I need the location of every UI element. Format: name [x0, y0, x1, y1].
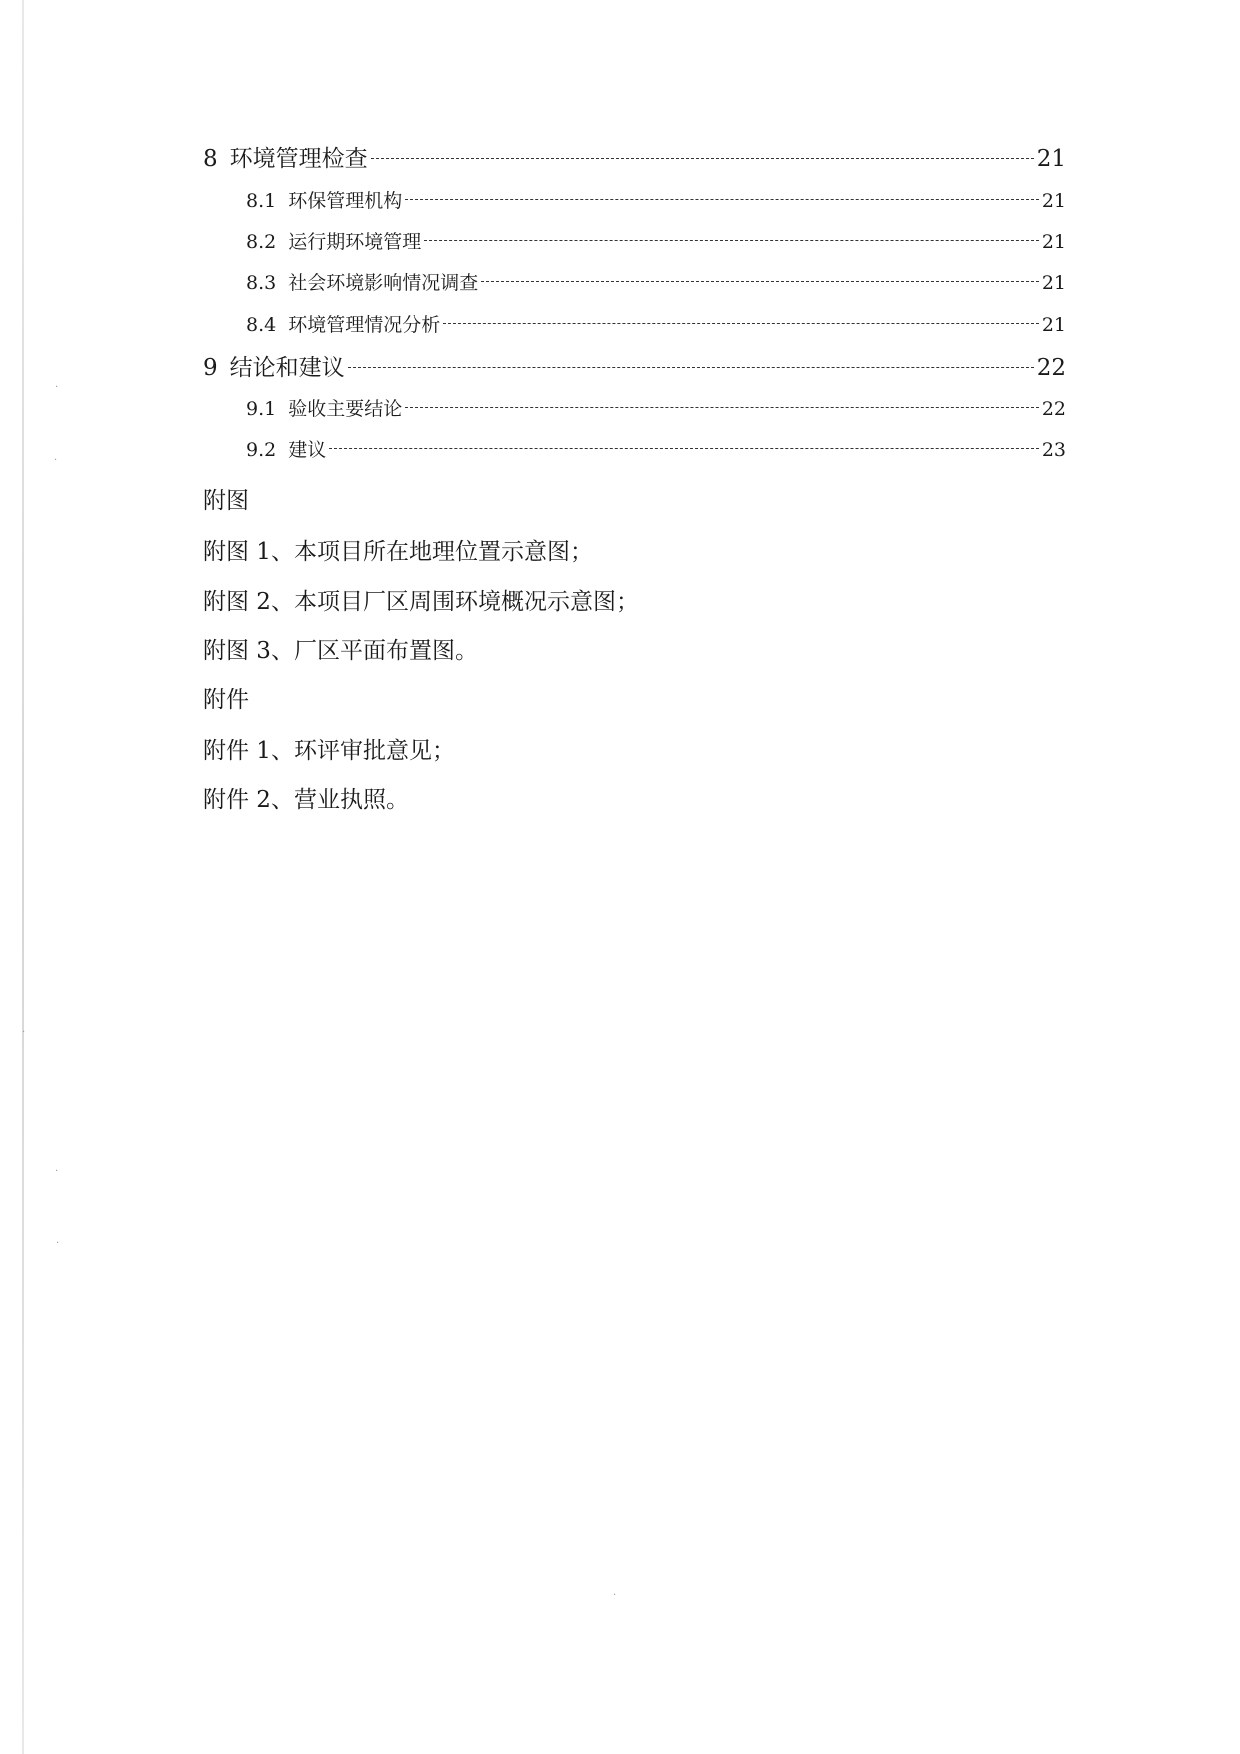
toc-title: 环境管理检查 — [229, 146, 368, 172]
scan-speck: · — [613, 1590, 617, 1601]
toc-page-number: 22 — [1036, 355, 1066, 381]
toc-title: 运行期环境管理 — [288, 231, 422, 253]
toc-page-number: 22 — [1041, 398, 1066, 420]
toc-number: 8.1 — [246, 190, 277, 212]
scan-speck: · — [56, 1238, 60, 1249]
toc-leader — [424, 240, 1039, 241]
toc-entry-8-3[interactable] — [246, 268, 1066, 295]
toc-title: 环境管理情况分析 — [288, 314, 441, 336]
toc-title: 验收主要结论 — [288, 398, 403, 420]
toc-page-number: 21 — [1041, 190, 1066, 212]
scan-speck: · — [22, 1027, 26, 1038]
toc-entry-8-4[interactable] — [246, 310, 1066, 337]
toc-title: 社会环境影响情况调查 — [288, 272, 479, 294]
toc-number: 9.1 — [246, 398, 277, 420]
attachment-item-2: 附件 2、营业执照。 — [203, 787, 409, 813]
scan-speck: · — [55, 382, 59, 393]
toc-leader — [443, 323, 1039, 324]
toc-page-number: 21 — [1041, 231, 1066, 253]
toc-entry-9-1[interactable] — [246, 394, 1066, 421]
toc-leader — [405, 407, 1039, 408]
toc-page-number: 21 — [1036, 146, 1066, 172]
toc-number: 9.2 — [246, 439, 277, 461]
toc-title: 环保管理机构 — [288, 190, 403, 212]
toc-entry-9-2[interactable] — [246, 435, 1066, 462]
toc-leader — [405, 199, 1039, 200]
toc-entry-9[interactable] — [203, 349, 1066, 382]
toc-page-number: 21 — [1041, 314, 1066, 336]
toc-entry-8[interactable] — [203, 140, 1066, 173]
toc-number: 8.4 — [246, 314, 277, 336]
toc-leader — [329, 448, 1039, 449]
toc-title: 结论和建议 — [229, 355, 345, 381]
toc-leader — [371, 158, 1034, 159]
figure-item-2: 附图 2、本项目厂区周围环境概况示意图； — [203, 589, 639, 615]
attachment-item-1: 附件 1、环评审批意见； — [203, 738, 455, 764]
toc-page-number: 21 — [1041, 272, 1066, 294]
figure-item-1: 附图 1、本项目所在地理位置示意图； — [203, 539, 593, 565]
toc-number: 8.3 — [246, 272, 277, 294]
toc-entry-8-2[interactable] — [246, 227, 1066, 254]
toc-entry-8-1[interactable] — [246, 186, 1066, 213]
toc-number: 8 — [203, 146, 218, 172]
toc-number: 9 — [203, 355, 218, 381]
scan-speck: · — [55, 1166, 59, 1177]
figure-item-3: 附图 3、厂区平面布置图。 — [203, 638, 478, 664]
scan-speck: · — [54, 455, 58, 466]
toc-leader — [481, 281, 1039, 282]
toc-title: 建议 — [288, 439, 327, 461]
attachments-heading: 附件 — [203, 687, 249, 713]
figures-heading: 附图 — [203, 488, 249, 514]
toc-leader — [348, 367, 1034, 368]
toc-page-number: 23 — [1041, 439, 1066, 461]
toc-number: 8.2 — [246, 231, 277, 253]
